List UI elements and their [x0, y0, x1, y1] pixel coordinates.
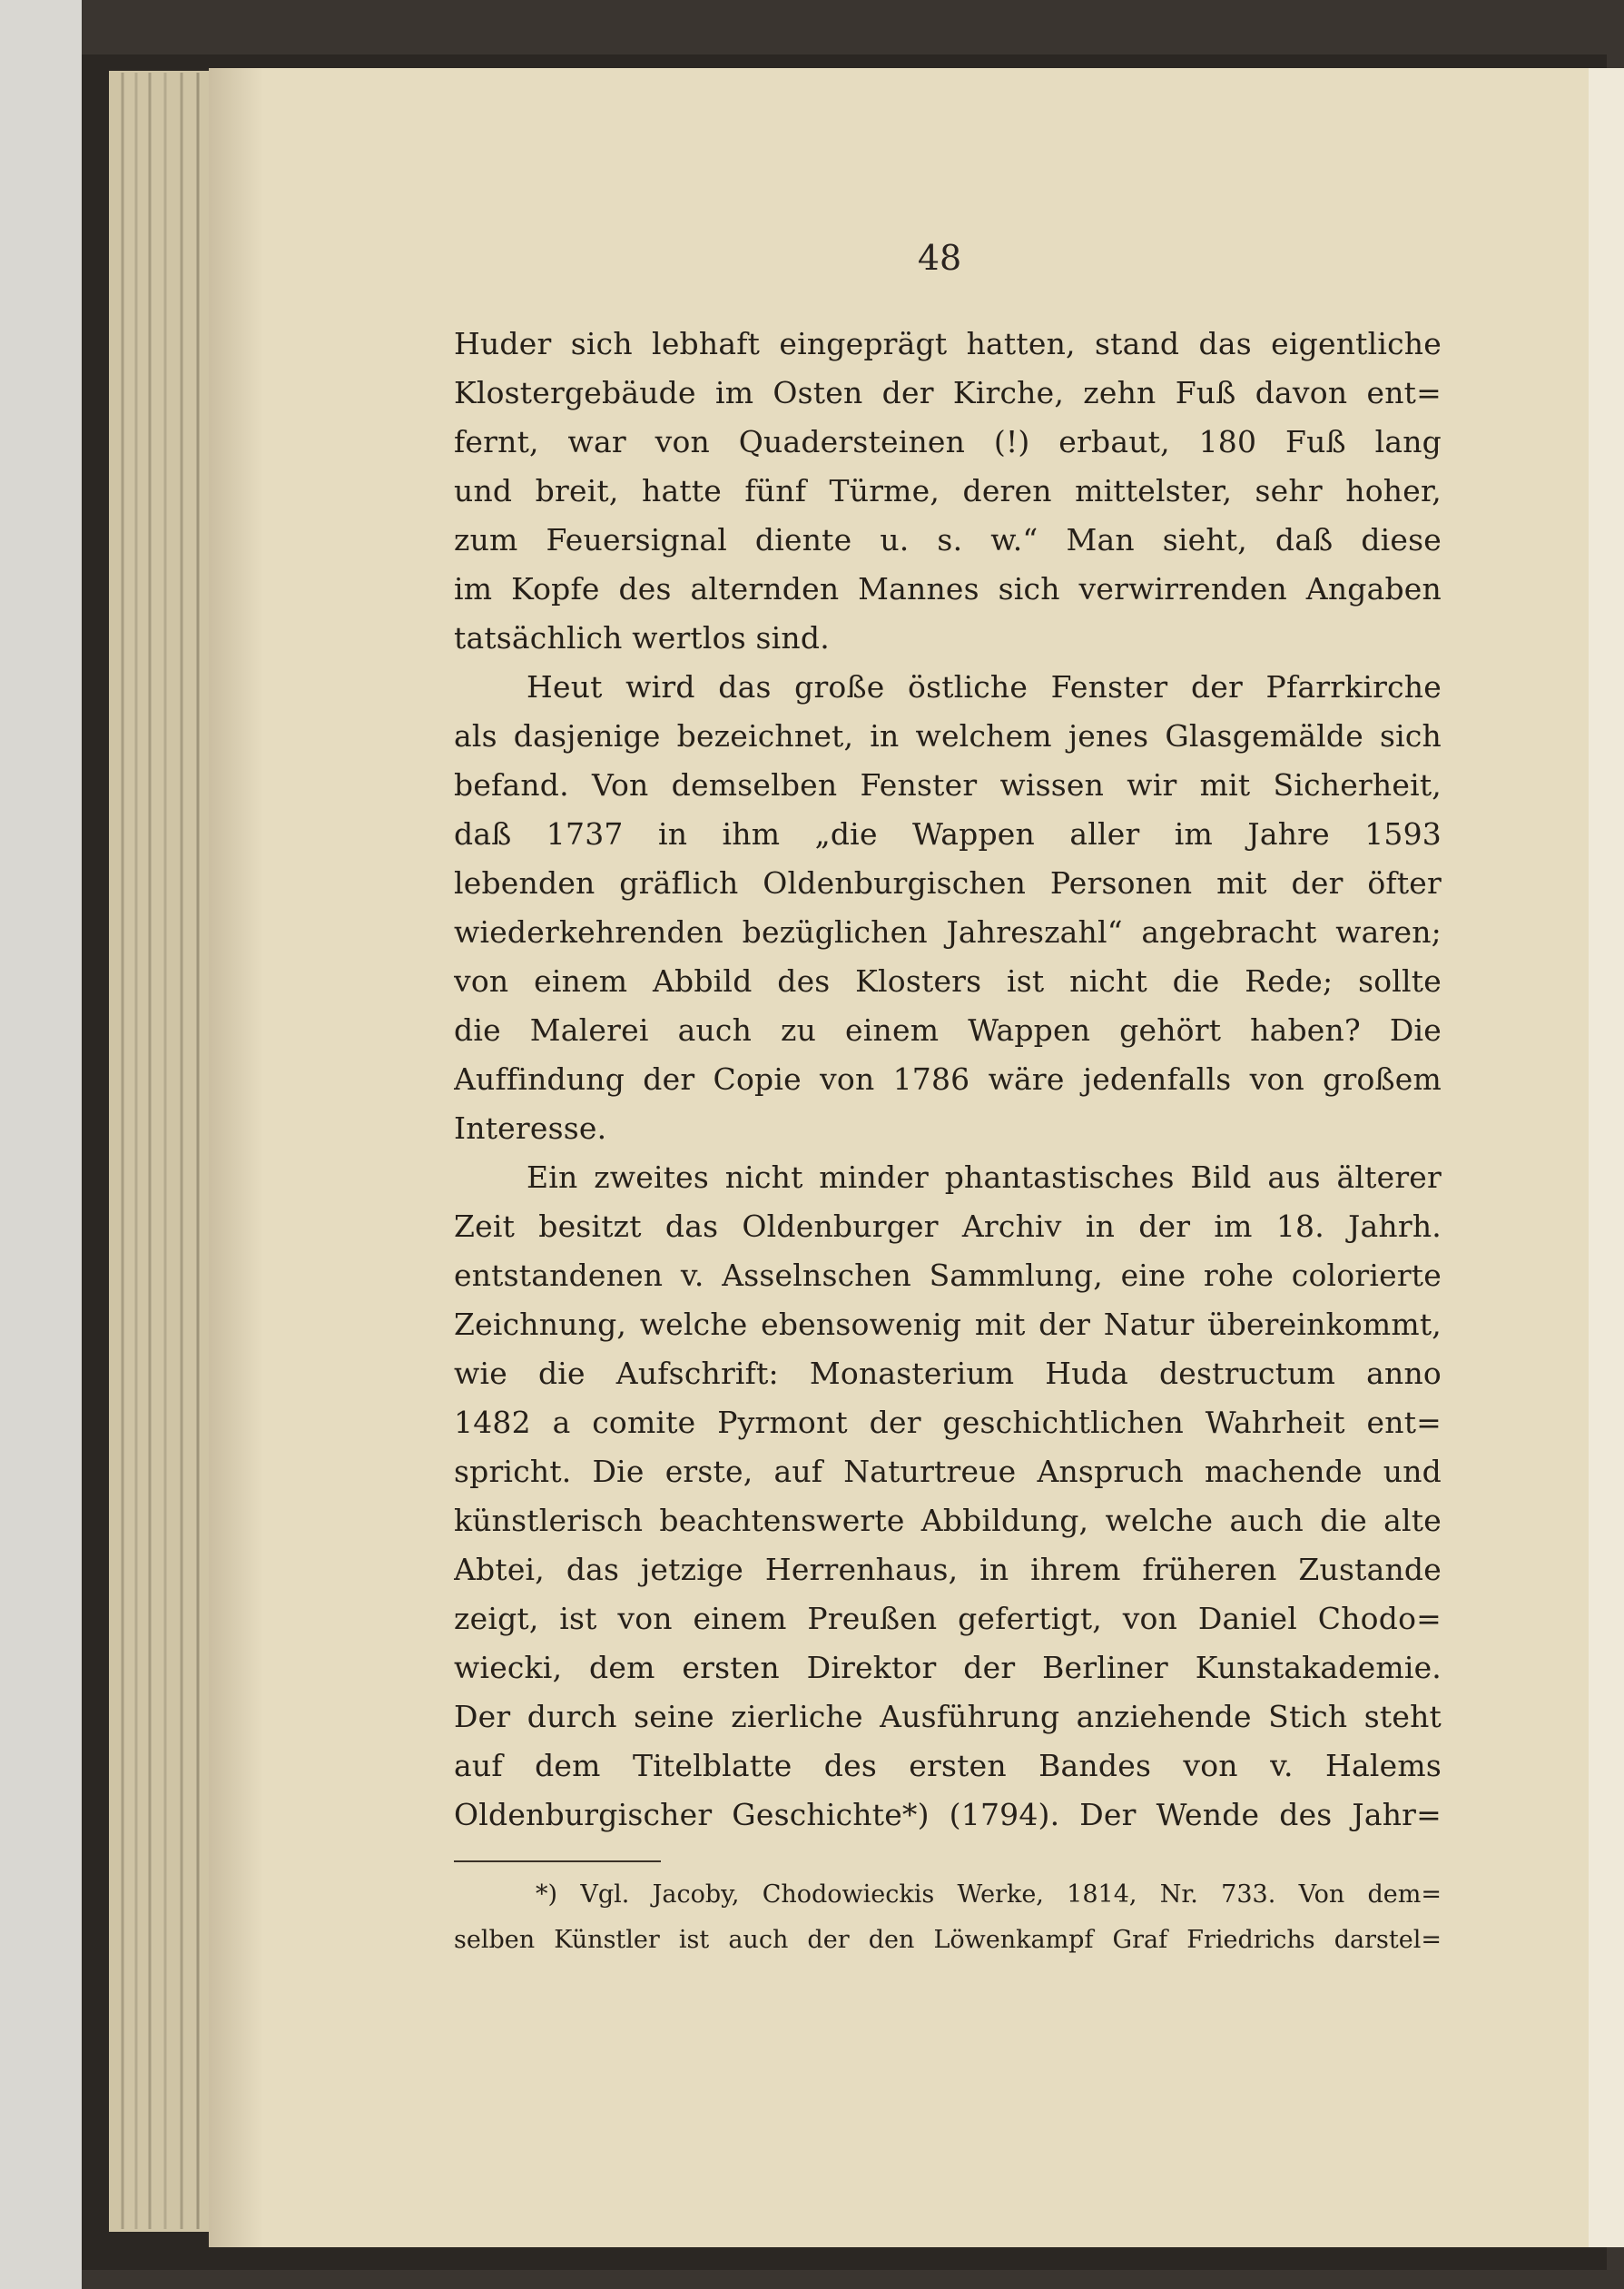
text-line: fernt, war von Quadersteinen (!) erbaut, 180 Fuß lang — [454, 424, 1442, 459]
text-line: im Kopfe des alternden Mannes sich verwirrenden Angaben — [454, 571, 1442, 607]
text-line: Huder sich lebhaft eingeprägt hatten, stand das eigentliche — [454, 326, 1442, 361]
footnote-line: selben Künstler ist auch der den Löwenkampf Graf Friedrichs darstel= — [454, 1926, 1442, 1954]
text-line: Der durch seine zierliche Ausführung anziehende Stich steht — [454, 1699, 1442, 1734]
text-line: lebenden gräflich Oldenburgischen Personen mit der öfter — [454, 865, 1442, 901]
text-line: befand. Von demselben Fenster wissen wir mit Sicherheit, — [454, 767, 1442, 803]
page-gutter-shadow — [209, 68, 263, 2247]
text-line: Interesse. — [454, 1110, 607, 1146]
text-line: von einem Abbild des Klosters ist nicht die Rede; sollte — [454, 963, 1442, 999]
text-line: Oldenburgischer Geschichte*) (1794). Der Wende des Jahr= — [454, 1797, 1442, 1832]
text-line: Ein zweites nicht minder phantastisches Bild aus älterer — [527, 1159, 1442, 1195]
text-line: tatsächlich wertlos sind. — [454, 620, 830, 656]
footnote-line: *) Vgl. Jacoby, Chodowieckis Werke, 1814, Nr. 733. Von dem= — [536, 1880, 1442, 1909]
text-line: wiederkehrenden bezüglichen Jahreszahl“ angebracht waren; — [454, 914, 1442, 950]
text-line: daß 1737 in ihm „die Wappen aller im Jahre 1593 — [454, 816, 1442, 852]
text-line: Zeit besitzt das Oldenburger Archiv in der im 18. Jahrh. — [454, 1209, 1442, 1244]
text-line: zum Feuersignal diente u. s. w.“ Man sieht, daß diese — [454, 522, 1442, 557]
text-line: Auffindung der Copie von 1786 wäre jedenfalls von großem — [454, 1061, 1442, 1097]
text-line: Klostergebäude im Osten der Kirche, zehn Fuß davon ent= — [454, 375, 1442, 410]
text-line: Heut wird das große östliche Fenster der Pfarrkirche — [527, 669, 1442, 705]
text-line: spricht. Die erste, auf Naturtreue Anspruch machende und — [454, 1454, 1442, 1489]
text-line: entstandenen v. Asselnschen Sammlung, eine rohe colorierte — [454, 1258, 1442, 1293]
text-line: auf dem Titelblatte des ersten Bandes von v. Halems — [454, 1748, 1442, 1783]
text-line: wiecki, dem ersten Direktor der Berliner Kunstakademie. — [454, 1650, 1442, 1685]
text-line: künstlerisch beachtenswerte Abbildung, welche auch die alte — [454, 1503, 1442, 1538]
text-line: zeigt, ist von einem Preußen gefertigt, von Daniel Chodo= — [454, 1601, 1442, 1636]
text-line: 1482 a comite Pyrmont der geschichtlichen Wahrheit ent= — [454, 1405, 1442, 1440]
footnote-divider — [454, 1860, 661, 1862]
text-line: Abtei, das jetzige Herrenhaus, in ihrem früheren Zustande — [454, 1552, 1442, 1587]
text-line: die Malerei auch zu einem Wappen gehört haben? Die — [454, 1012, 1442, 1048]
text-line: und breit, hatte fünf Türme, deren mittelster, sehr hoher, — [454, 473, 1442, 508]
footnotes — [454, 1872, 1442, 1963]
body-text — [454, 320, 1442, 1840]
page-number: 48 — [917, 238, 962, 278]
text-line: Zeichnung, welche ebensowenig mit der Natur übereinkommt, — [454, 1307, 1442, 1342]
text-line: wie die Aufschrift: Monasterium Huda destructum anno — [454, 1356, 1442, 1391]
text-line: als dasjenige bezeichnet, in welchem jenes Glasgemälde sich — [454, 718, 1442, 754]
